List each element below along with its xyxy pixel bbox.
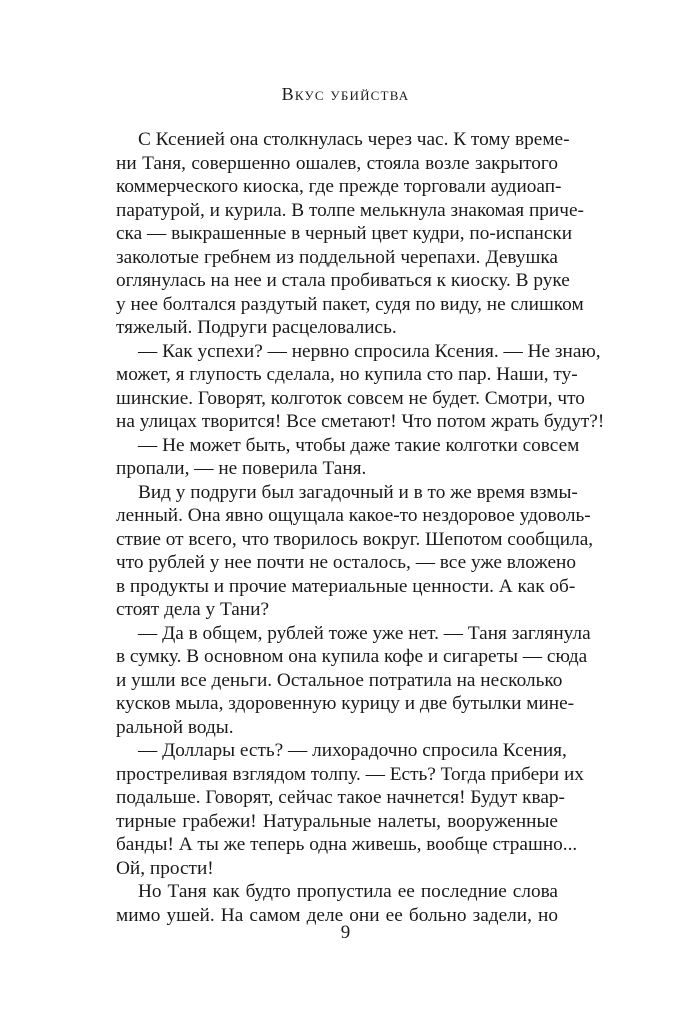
text-line: ральной воды. xyxy=(116,716,234,738)
text-line: Вид у подруги был загадочный и в то же время взмы- xyxy=(138,481,578,503)
text-line: ствие от всего, что творилось вокруг. Шепотом сообщила, xyxy=(116,528,594,550)
running-title xyxy=(0,84,691,105)
text-line: ска — выкрашенные в черный цвет кудри, по-испански xyxy=(116,223,573,244)
text-line: подальше. Говорят, сейчас такое начнется! Будут квар- xyxy=(116,787,565,808)
text-line: паратурой, и курила. В толпе мелькнула знакомая приче- xyxy=(116,199,584,221)
page-number: 9 xyxy=(340,922,351,943)
text-line: С Ксенией она столкнулась через час. К тому време- xyxy=(138,129,570,150)
text-line: заколотые гребнем из поддельной черепахи. Девушка xyxy=(116,246,558,268)
text-line: стоят дела у Тани? xyxy=(116,599,269,620)
text-line: Ой, прости! xyxy=(116,857,214,879)
text-line: шинские. Говорят, колготок совсем не будет. Смотри, что xyxy=(116,387,585,409)
text-line: тяжелый. Подруги расцеловались. xyxy=(116,317,397,338)
text-line: простреливая взглядом толпу. — Есть? Тогда прибери их xyxy=(116,763,584,785)
text-line: ленный. Она явно ощущала какое-то нездоровое удоволь- xyxy=(116,505,591,526)
text-line: — Как успехи? — нервно спросила Ксения. — Не знаю, xyxy=(138,340,601,362)
text-line: в сумку. В основном она купила кофе и сигареты — сюда xyxy=(116,646,588,667)
text-line: банды! А ты же теперь одна живешь, вообще страшно... xyxy=(116,834,578,855)
text-line: мимо ушей. На самом деле они ее больно задели, но xyxy=(116,904,558,926)
text-line: и ушли все деньги. Остальное потратила на несколько xyxy=(116,669,563,691)
text-line: кусков мыла, здоровенную курицу и две бутылки мине- xyxy=(116,693,575,714)
text-line: что рублей у нее почти не осталось, — все уже вложено xyxy=(116,552,577,573)
body-text xyxy=(116,128,605,927)
text-line: может, я глупость сделала, но купила сто пар. Наши, ту- xyxy=(116,364,578,385)
text-line: — Да в общем, рублей тоже уже нет. — Таня заглянула xyxy=(138,622,591,644)
text-line: коммерческого киоска, где прежде торговали аудиоап- xyxy=(116,176,562,197)
text-line: тирные грабежи! Натуральные налеты, вооруженные xyxy=(116,810,558,832)
text-line: — Доллары есть? — лихорадочно спросила Ксения, xyxy=(138,740,567,761)
text-line: оглянулась на нее и стала пробиваться к киоску. В руке xyxy=(116,270,570,291)
running-title-text: Вкус убийства xyxy=(281,84,410,104)
text-line: в продукты и прочие материальные ценности. А как об- xyxy=(116,575,576,597)
text-line: у нее болтался раздутый пакет, судя по виду, не слишком xyxy=(116,293,584,315)
text-line: на улицах творится! Все сметают! Что потом жрать будут?! xyxy=(116,411,605,432)
text-line: — Не может быть, чтобы даже такие колготки совсем xyxy=(138,434,580,456)
text-line: пропали, — не поверила Таня. xyxy=(116,458,367,479)
text-line: ни Таня, совершенно ошалев, стояла возле закрытого xyxy=(116,152,558,174)
text-line: Но Таня как будто пропустила ее последние слова xyxy=(138,881,558,902)
